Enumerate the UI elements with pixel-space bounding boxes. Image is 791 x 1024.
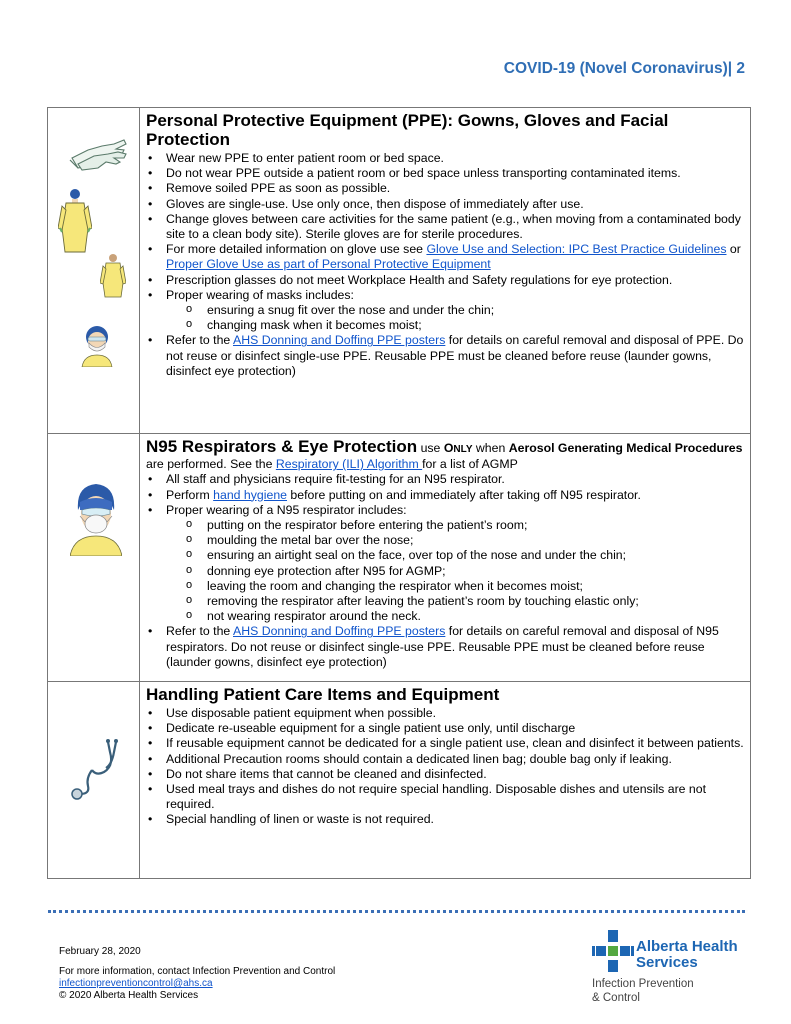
list-item: • Change gloves between care activities for the same patient (e.g., when moving from a contaminated body site to a clean body site). Sterile gloves are for sterile procedures. bbox=[146, 212, 744, 242]
gown-icon bbox=[58, 188, 92, 254]
sub-list-item: o ensuring an airtight seal on the face, over top of the nose and under the chin; bbox=[146, 548, 744, 563]
mask-sub-list bbox=[146, 303, 744, 333]
list-item: • Do not share items that cannot be cleaned and disinfected. bbox=[146, 767, 744, 782]
footer-copyright: © 2020 Alberta Health Services bbox=[59, 990, 199, 1001]
list-item bbox=[146, 242, 744, 272]
list-item-text: Perform bbox=[166, 487, 214, 502]
list-item: • Dedicate re-useable equipment for a single patient use only, until discharge bbox=[146, 721, 744, 736]
n95-sub-list bbox=[146, 518, 744, 624]
donning-doffing-link[interactable]: AHS Donning and Doffing PPE posters bbox=[233, 333, 446, 348]
list-item bbox=[146, 503, 744, 625]
list-item bbox=[146, 333, 744, 379]
list-item-text: Refer to the bbox=[166, 624, 233, 639]
list-item-text: for details on careful removal and disposal of PPE. Do not reuse or disinfect single-use PPE. Reusable PPE must be cleaned before reuse (launder gowns, disinfect eye protection) bbox=[166, 333, 744, 378]
sub-list-item: o moulding the metal bar over the nose; bbox=[146, 533, 744, 548]
gloves-icon bbox=[68, 136, 130, 172]
respiratory-algorithm-link[interactable]: Respiratory (ILI) Algorithm bbox=[275, 457, 423, 472]
equipment-section-row bbox=[48, 682, 750, 879]
hand-hygiene-link[interactable]: hand hygiene bbox=[213, 487, 288, 502]
ppe-image-cell bbox=[48, 108, 140, 433]
list-item: • Do not wear PPE outside a patient room or bed space unless transporting contaminated items. bbox=[146, 166, 744, 181]
footer-email-link[interactable]: infectionpreventioncontrol@ahs.ca bbox=[59, 978, 213, 989]
ppe-bullet-list bbox=[146, 151, 744, 379]
list-item-text: for details on careful removal and disposal of N95 respirators. Do not reuse or disinfect single-use PPE. Reusable PPE must be cleaned before reuse (launder gowns, disinfect eye protection) bbox=[166, 624, 719, 669]
list-item: • Prescription glasses do not meet Workplace Health and Safety regulations for eye protection. bbox=[146, 273, 744, 288]
footer-contact-block bbox=[59, 966, 335, 1002]
title-text: are performed. See the bbox=[146, 457, 276, 472]
list-item-text: Proper wearing of a N95 respirator includes: bbox=[166, 502, 407, 517]
equipment-text-cell bbox=[141, 682, 750, 879]
title-text: when bbox=[472, 441, 509, 455]
ahs-cross-icon bbox=[592, 930, 634, 972]
list-item: • Additional Precaution rooms should contain a dedicated linen bag; double bag only if leaking. bbox=[146, 752, 744, 767]
mask-face-icon bbox=[80, 325, 114, 367]
list-item-text: Proper wearing of masks includes: bbox=[166, 287, 354, 302]
sub-list-item: o removing the respirator after leaving the patient’s room by touching elastic only; bbox=[146, 594, 744, 609]
list-item-text: before putting on and immediately after taking off N95 respirator. bbox=[287, 487, 641, 502]
footer-contact-text: For more information, contact Infection Prevention and Control bbox=[59, 966, 336, 977]
list-item bbox=[146, 624, 744, 670]
n95-section-row bbox=[48, 434, 750, 682]
list-item: • If reusable equipment cannot be dedicated for a single patient use, clean and disinfect it between patients. bbox=[146, 736, 744, 751]
list-item-text: Refer to the bbox=[166, 333, 233, 348]
section-title-ppe: Personal Protective Equipment (PPE): Gowns, Gloves and Facial Protection bbox=[146, 111, 669, 149]
section-title-equipment: Handling Patient Care Items and Equipment bbox=[146, 685, 500, 704]
n95-face-icon bbox=[70, 480, 122, 556]
sub-list-item: o ensuring a snug fit over the nose and under the chin; bbox=[146, 303, 744, 318]
stethoscope-icon bbox=[70, 738, 122, 800]
logo-name-line: Alberta Health bbox=[636, 938, 738, 955]
equipment-image-cell bbox=[48, 682, 140, 879]
glove-use-selection-link[interactable]: Glove Use and Selection: IPC Best Practice Guidelines bbox=[426, 242, 727, 257]
ppe-table bbox=[47, 107, 751, 879]
title-text: for a list of AGMP bbox=[422, 457, 518, 472]
list-item bbox=[146, 488, 744, 503]
page-header: COVID-19 (Novel Coronavirus)| 2 bbox=[503, 60, 745, 77]
sub-list-item: o not wearing respirator around the neck. bbox=[146, 609, 744, 624]
logo-name bbox=[636, 939, 738, 971]
title-text: NLY bbox=[453, 444, 473, 455]
logo-sub-line: & Control bbox=[592, 992, 640, 1004]
proper-glove-use-link[interactable]: Proper Glove Use as part of Personal Protective Equipment bbox=[166, 257, 491, 272]
n95-title-line bbox=[146, 437, 744, 472]
donning-doffing-link[interactable]: AHS Donning and Doffing PPE posters bbox=[233, 624, 446, 639]
n95-bullet-list bbox=[146, 472, 744, 670]
section-title-n95: N95 Respirators & Eye Protection bbox=[146, 437, 418, 456]
ahs-logo bbox=[592, 930, 747, 1010]
list-item bbox=[146, 288, 744, 334]
list-item: • Wear new PPE to enter patient room or bed space. bbox=[146, 151, 744, 166]
equipment-bullet-list bbox=[146, 706, 744, 828]
n95-text-cell bbox=[141, 434, 750, 681]
logo-name-line: Services bbox=[636, 954, 698, 971]
sub-list-item: o changing mask when it becomes moist; bbox=[146, 318, 744, 333]
ppe-section-row bbox=[48, 108, 750, 434]
list-item: • All staff and physicians require fit-testing for an N95 respirator. bbox=[146, 472, 744, 487]
list-item: • Use disposable patient equipment when possible. bbox=[146, 706, 744, 721]
gown-small-icon bbox=[100, 253, 126, 299]
footer-date: February 28, 2020 bbox=[59, 946, 141, 957]
logo-subtitle bbox=[592, 977, 694, 1005]
title-text: use bbox=[417, 441, 444, 455]
list-item: • Special handling of linen or waste is not required. bbox=[146, 812, 744, 827]
footer-divider bbox=[48, 910, 745, 913]
list-item-text: or bbox=[726, 242, 741, 257]
logo-sub-line: Infection Prevention bbox=[592, 978, 694, 990]
list-item: • Remove soiled PPE as soon as possible. bbox=[146, 181, 744, 196]
n95-image-cell bbox=[48, 434, 140, 681]
sub-list-item: o putting on the respirator before entering the patient’s room; bbox=[146, 518, 744, 533]
ppe-text-cell bbox=[141, 108, 750, 433]
list-item-text: For more detailed information on glove use see bbox=[166, 242, 427, 257]
list-item: • Gloves are single-use. Use only once, then dispose of immediately after use. bbox=[146, 197, 744, 212]
sub-list-item: o leaving the room and changing the respirator when it becomes moist; bbox=[146, 579, 744, 594]
title-text: O bbox=[443, 441, 454, 455]
title-text: Aerosol Generating Medical Procedures bbox=[508, 441, 743, 455]
sub-list-item: o donning eye protection after N95 for AGMP; bbox=[146, 564, 744, 579]
list-item: • Used meal trays and dishes do not require special handling. Disposable dishes and utensils are not required. bbox=[146, 782, 744, 812]
